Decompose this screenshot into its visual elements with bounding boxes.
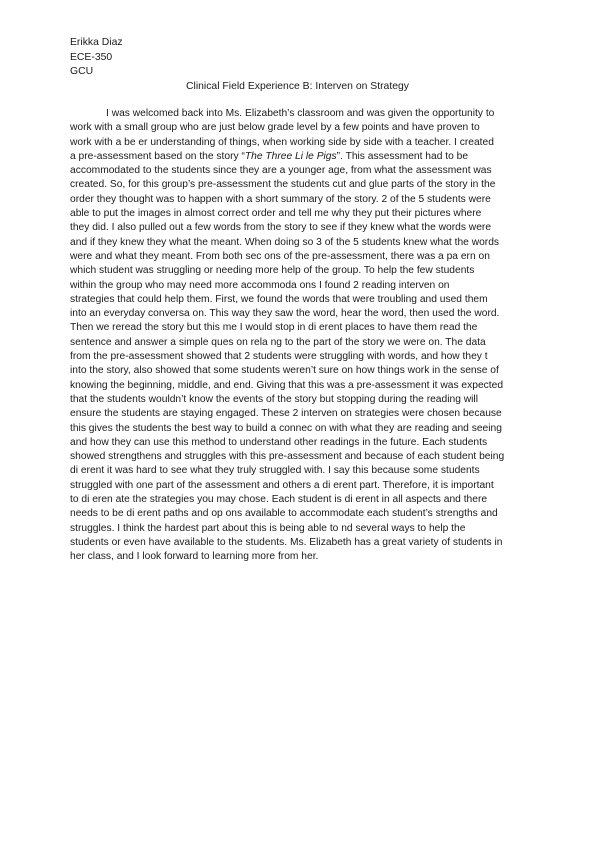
essay-line: this gives the students the best way to build a connec on with what they are reading and seeing [70,422,502,434]
essay-line: struggled with one part of the assessment and others a di erent part. Therefore, it is important [70,479,494,491]
essay-line: Then we reread the story but this me I would stop in di erent places to have them read the [70,322,478,334]
essay-line: sentence and answer a simple ques on rela ng to the part of the story we were on. The data [70,336,486,348]
essay-line-start: a pre-assessment based on the story “ [70,150,245,162]
essay-line: and how they can use this method to understand other readings in the future. Each students [70,436,488,448]
essay-line-end: ”. This assessment had to be [336,150,469,162]
essay-line: work with a be er understanding of things, when working side by side with a teacher. I created [70,136,494,148]
document-title: Clinical Field Experience B: Interven on Strategy [186,81,409,92]
essay-line: her class, and I look forward to learning more from her. [70,551,319,563]
essay-line: and if they knew they what the meant. When doing so 3 of the 5 students knew what the words [70,236,500,248]
essay-line: within the group who may need more accommoda ons I found 2 reading interven on [70,279,450,291]
essay-line: which student was struggling or needing more help of the group. To help the few students [70,265,475,277]
essay-line: were and what they meant. From both sec ons of the pre-assessment, there was a pa ern on [70,250,490,262]
essay-line: work with a small group who are just below grade level by a few points and have proven to [70,122,480,134]
story-title: The Three Li le Pigs [244,150,337,162]
essay-line: into an everyday conversa on. This way they saw the word, hear the word, then used the word. [70,308,500,320]
author-name: Erikka Diaz [70,37,123,48]
essay-line: showed strengthens and struggles with this pre-assessment and because of each student being [70,451,505,463]
essay-line: accommodated to the students since they are a younger age, from what the assessment was [70,165,492,177]
essay-line: ensure the students are staying engaged. These 2 interven on strategies were chosen because [70,408,502,420]
essay-line: that the students wouldn’t know the events of the story but stopping during the reading will [70,393,478,405]
essay-line: created. So, for this group’s pre-assessment the students cut and glue parts of the story in the [70,179,496,191]
essay-line: needs to be di erent paths and op ons available to accommodate each student’s strengths and [70,508,498,520]
essay-line: struggles. I think the hardest part about this is being able to nd several ways to help the [70,522,466,534]
document-header [70,36,123,80]
essay-line: from the pre-assessment showed that 2 students were struggling with words, and how they t [70,351,488,363]
essay-line-with-story-title [70,150,530,164]
school-name: GCU [70,66,94,77]
essay-line: into the story, also showed that some students weren’t sure on how things work in the sense of [70,365,499,377]
essay-line: order they thought was to happen with a short summary of the story. 2 of the 5 students were [70,193,491,205]
essay-line: di erent it was hard to see what they truly struggled with. I say this because some students [70,465,480,477]
essay-body [70,107,530,565]
course-code: ECE-350 [70,51,113,63]
essay-line: strategies that could help them. First, we found the words that were troubling and used them [70,293,488,305]
essay-line: I was welcomed back into Ms. Elizabeth’s classroom and was given the opportunity to [106,108,495,119]
essay-line: knowing the beginning, middle, and end. Giving that this was a pre-assessment it was expected [70,379,504,391]
essay-line: to di eren ate the strategies you may chose. Each student is di erent in all aspects and there [70,494,488,506]
essay-line: they did. I also pulled out a few words from the story to see if they knew what the words were [70,222,492,234]
essay-line: students or even have available to the students. Ms. Elizabeth has a great variety of students in [70,536,503,548]
essay-line: able to put the images in almost correct order and tell me why they put their pictures where [70,208,482,220]
